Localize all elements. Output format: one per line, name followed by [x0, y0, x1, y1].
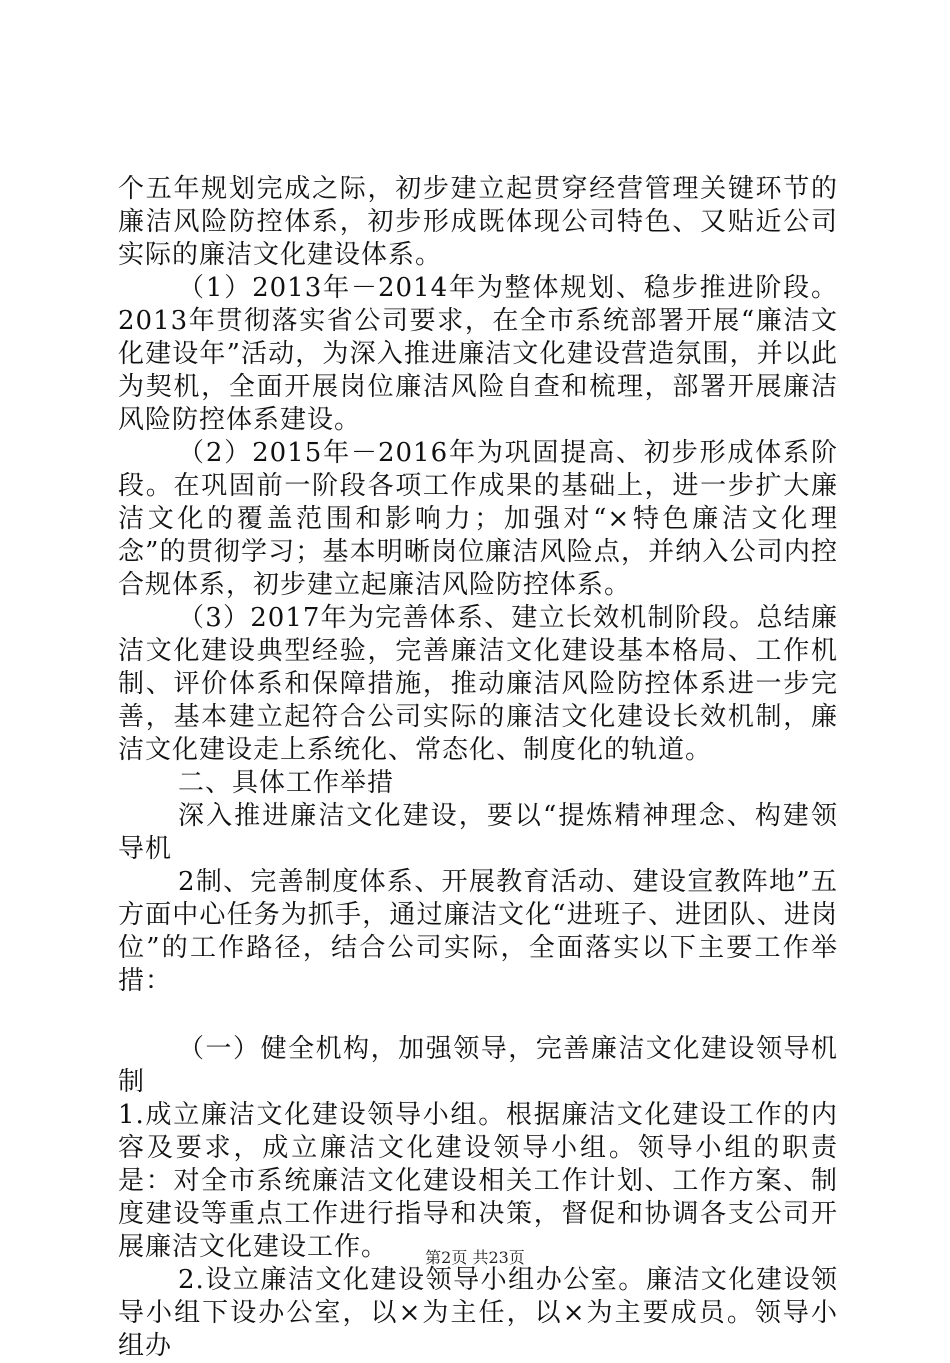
paragraph-item-1: 1.成立廉洁文化建设领导小组。根据廉洁文化建设工作的内容及要求，成立廉洁文化建设领导小组。领导小组的职责是：对全市系统廉洁文化建设相关工作计划、工作方案、制度建设等重点工作进行指导和决策，督促和协调各支公司开展廉洁文化建设工作。: [118, 1100, 838, 1262]
paragraph-phase-1: （1）2013年－2014年为整体规划、稳步推进阶段。2013年贯彻落实省公司要求，在全市系统部署开展“廉洁文化建设年”活动，为深入推进廉洁文化建设营造氛围，并以此为契机，全面开展岗位廉洁风险自查和梳理，部署开展廉洁风险防控体系建设。: [118, 273, 838, 435]
paragraph-measures-intro: 深入推进廉洁文化建设，要以“提炼精神理念、构建领导机: [118, 801, 838, 864]
paragraph-item-2: 2.设立廉洁文化建设领导小组办公室。廉洁文化建设领导小组下设办公室，以×为主任，以×为主要成员。领导小组办: [118, 1265, 838, 1361]
page-footer: 第2页 共23页: [425, 1248, 525, 1267]
paragraph-1: 个五年规划完成之际，初步建立起贯穿经营管理关键环节的廉洁风险防控体系，初步形成既体现公司特色、又贴近公司实际的廉洁文化建设体系。: [118, 174, 838, 270]
paragraph-measures-continued: 2制、完善制度体系、开展教育活动、建设宣教阵地”五方面中心任务为抓手，通过廉洁文化“进班子、进团队、进岗位”的工作路径，结合公司实际，全面落实以下主要工作举措：: [118, 867, 838, 996]
subsection-heading: （一）健全机构，加强领导，完善廉洁文化建设领导机制: [118, 1034, 838, 1097]
paragraph-gap: [118, 998, 838, 1033]
paragraph-phase-2: （2）2015年－2016年为巩固提高、初步形成体系阶段。在巩固前一阶段各项工作成果的基础上，进一步扩大廉洁文化的覆盖范围和影响力；加强对“×特色廉洁文化理念”的贯彻学习；基本明晰岗位廉洁风险点，并纳入公司内控合规体系，初步建立起廉洁风险防控体系。: [118, 438, 838, 600]
section-heading: 二、具体工作举措: [178, 768, 395, 798]
document-body: [118, 173, 838, 1363]
paragraph-phase-3: （3）2017年为完善体系、建立长效机制阶段。总结廉洁文化建设典型经验，完善廉洁文化建设基本格局、工作机制、评价体系和保障措施，推动廉洁风险防控体系进一步完善，基本建立起符合公司实际的廉洁文化建设长效机制，廉洁文化建设走上系统化、常态化、制度化的轨道。: [118, 603, 838, 765]
